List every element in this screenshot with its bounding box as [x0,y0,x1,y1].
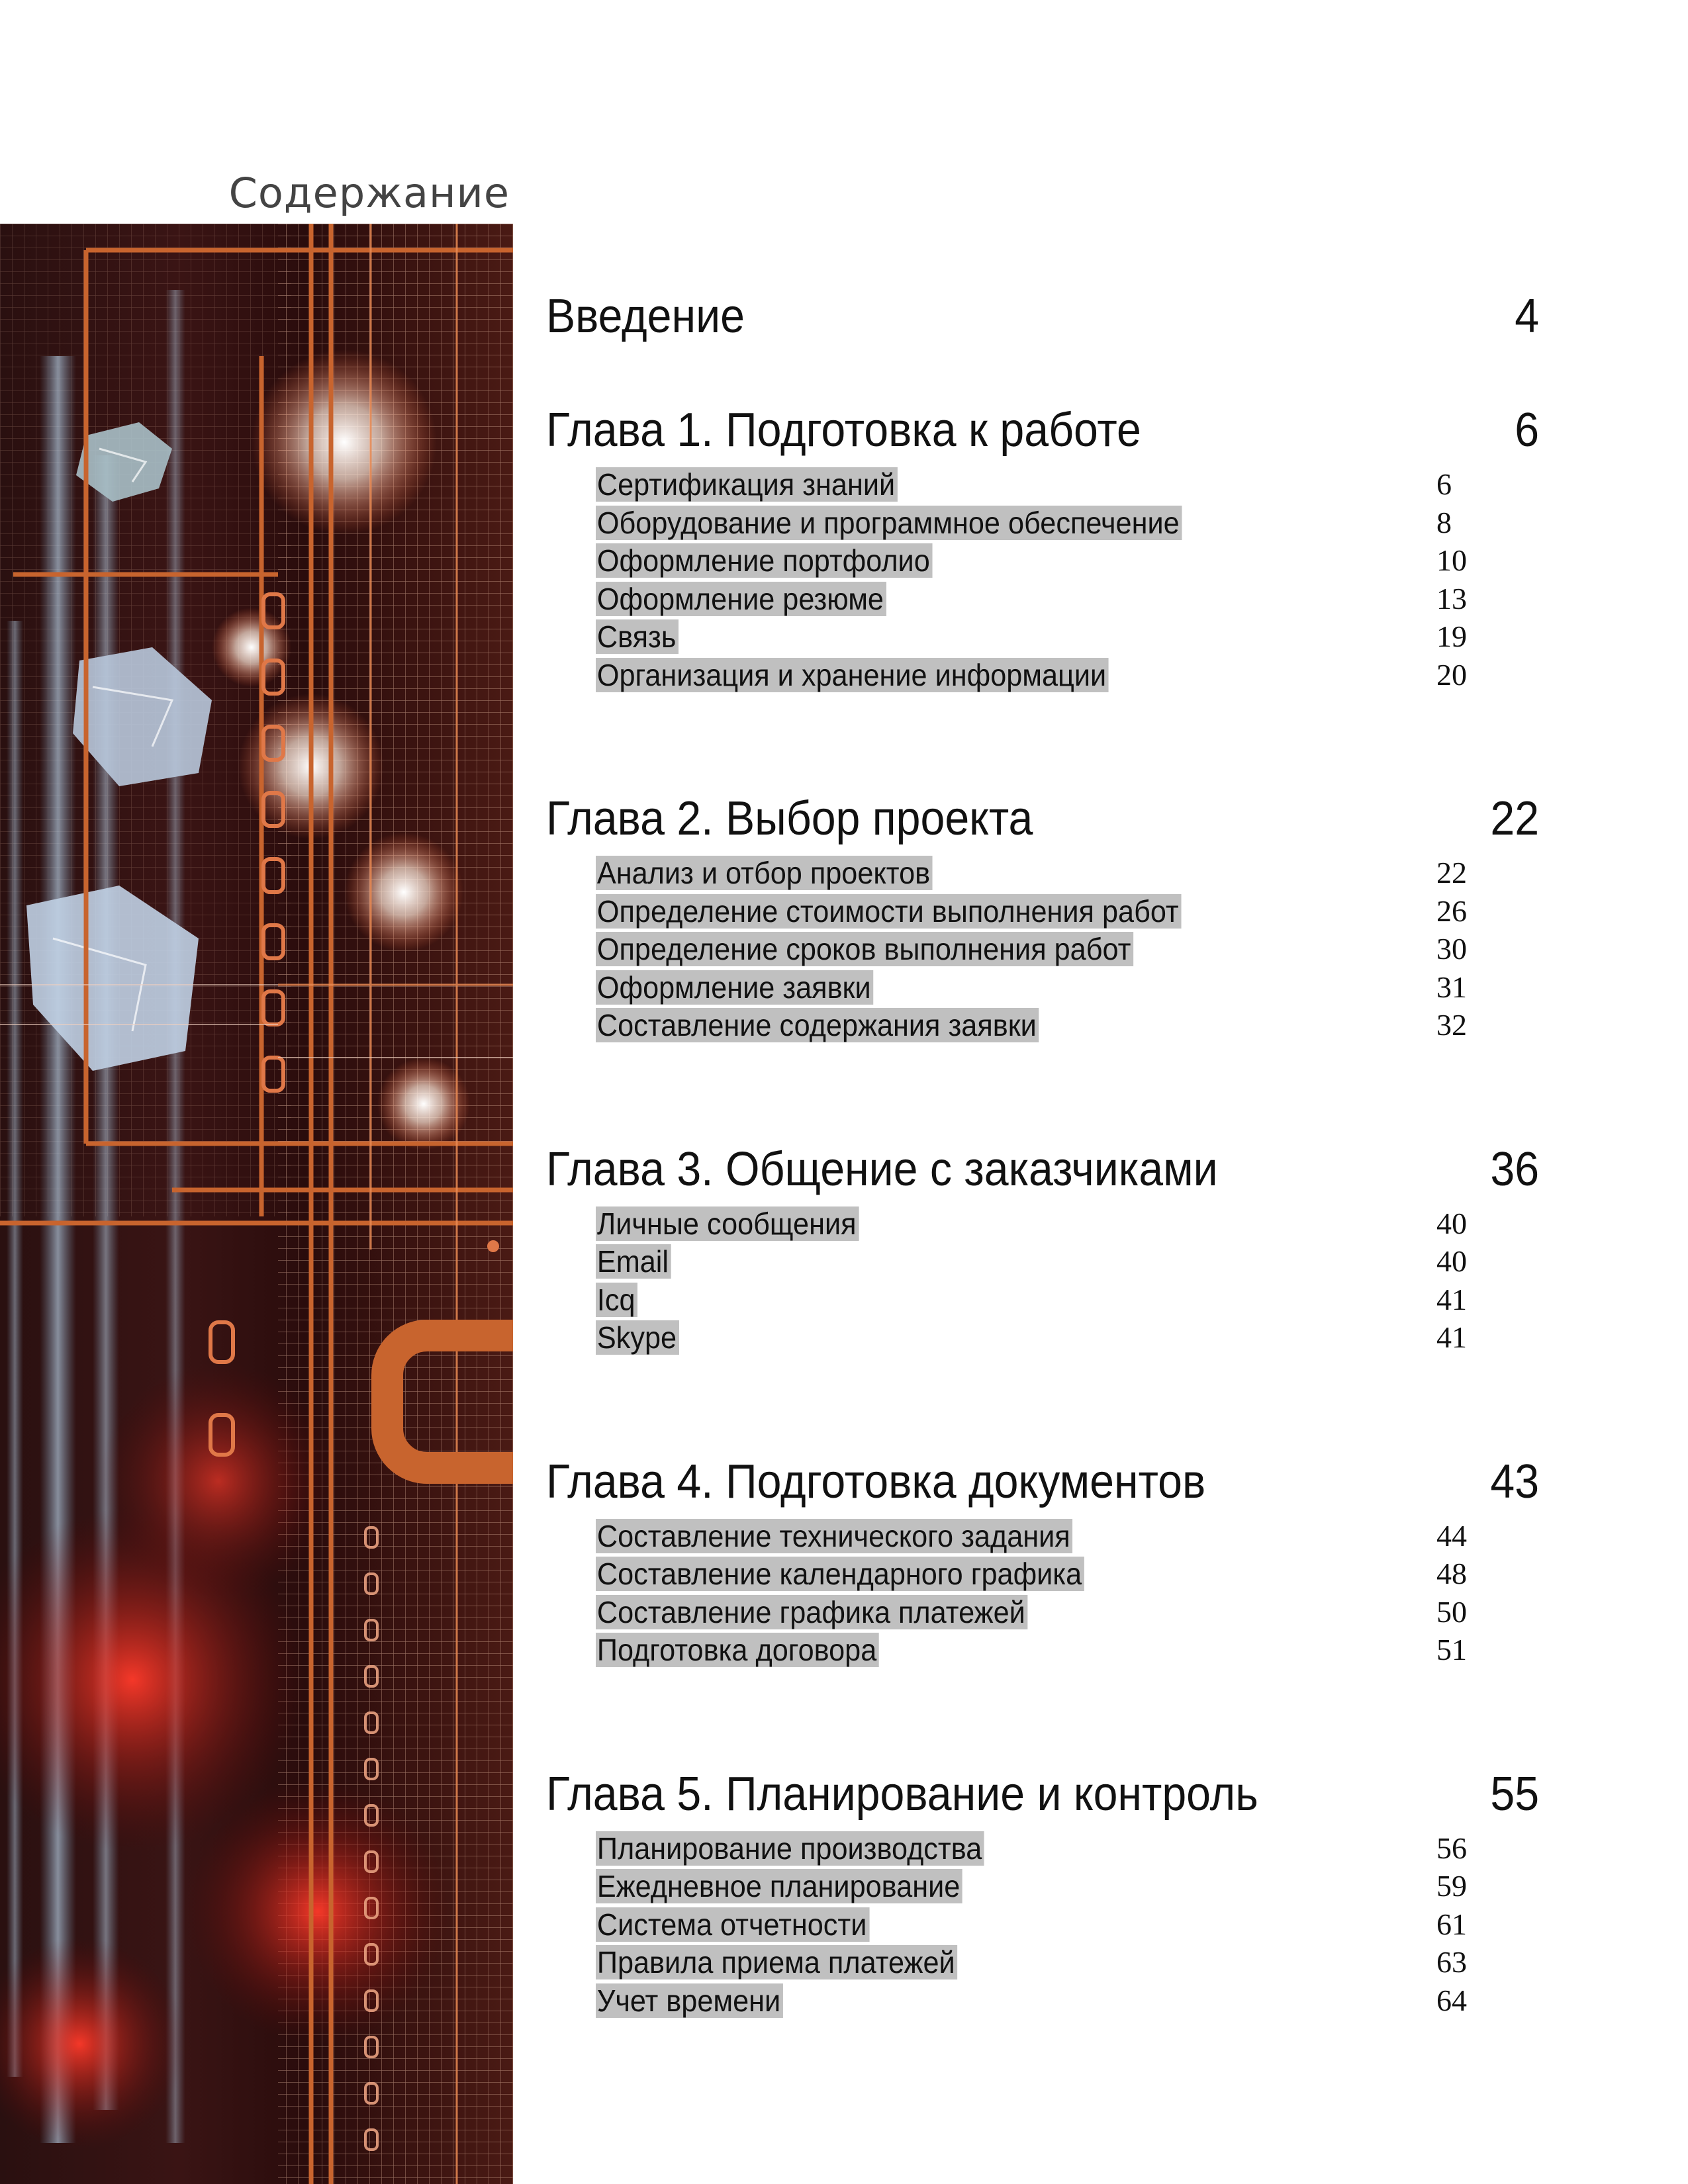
toc-entry[interactable] [546,1630,1579,1668]
toc-entry-page: 63 [1436,1945,1467,1979]
toc-entry-page: 31 [1436,970,1467,1004]
toc-entry[interactable] [546,1981,1579,2019]
toc-entry-page: 56 [1436,1831,1467,1865]
decorative-circuit-image [0,224,513,2184]
toc-entry-label[interactable]: Ежедневное планирование [596,1869,962,1903]
toc-entry-page: 40 [1436,1206,1467,1240]
toc-entry-label[interactable]: Связь [596,619,679,654]
toc-entry-label[interactable]: Личные сообщения [596,1206,859,1241]
toc-entry-label[interactable]: Определение сроков выполнения работ [596,932,1133,966]
toc-entry[interactable] [546,579,1579,617]
toc-entry[interactable] [546,655,1579,694]
toc-entry-page: 64 [1436,1983,1467,2017]
toc-entry-label[interactable]: Составление содержания заявки [596,1008,1039,1042]
toc-entry-page: 22 [1436,856,1467,889]
toc-entry-page: 61 [1436,1907,1467,1941]
toc-entry-page: 51 [1436,1633,1467,1666]
toc-entry-label[interactable]: Оборудование и программное обеспечение [596,506,1182,540]
toc-entry-page: 19 [1436,619,1467,653]
toc-entry[interactable] [546,1280,1579,1318]
chapter-title[interactable]: Глава 4. Подготовка документов [546,1455,1206,1508]
toc-entry-label[interactable]: Подготовка договора [596,1633,879,1667]
toc-entry-page: 59 [1436,1869,1467,1903]
toc-entry-page: 20 [1436,657,1467,692]
toc-entry[interactable] [546,465,1579,503]
toc-entry-label[interactable]: Учет времени [596,1983,783,2018]
toc-entry[interactable] [546,891,1579,930]
toc-entry-label[interactable]: Правила приема платежей [596,1945,957,1979]
toc-chapter-4 [546,1450,1579,1668]
toc-entry[interactable] [546,853,1579,891]
toc-entry-page: 41 [1436,1282,1467,1316]
toc-entry-page: 50 [1436,1594,1467,1629]
toc-entry[interactable] [546,1905,1579,1943]
chapter-title[interactable]: Глава 3. Общение с заказчиками [546,1142,1218,1196]
toc-entry-page: 48 [1436,1557,1467,1590]
toc-entry[interactable] [546,503,1579,541]
chapter-title[interactable]: Введение [546,290,745,343]
toc-chapter-1 [546,398,1579,693]
toc-entry[interactable] [546,1005,1579,1044]
chapter-title[interactable]: Глава 1. Подготовка к работе [546,404,1141,457]
toc-entry[interactable] [546,1242,1579,1280]
toc-entry-label[interactable]: Система отчетности [596,1907,869,1942]
toc-entry-page: 32 [1436,1008,1467,1042]
toc-chapter-2 [546,787,1579,1044]
chapter-page-number: 36 [1490,1142,1539,1196]
toc-chapter-5 [546,1762,1579,2019]
toc-entry[interactable] [546,1866,1579,1905]
toc-entry[interactable] [546,968,1579,1006]
toc-entry[interactable] [546,1554,1579,1592]
toc-entry[interactable] [546,1592,1579,1631]
toc-entry-label[interactable]: Организация и хранение информации [596,658,1109,692]
toc-entry-label[interactable]: Skype [596,1320,679,1355]
toc-entry-page: 13 [1436,581,1467,615]
page-title: Содержание [228,169,510,217]
toc-entry-label[interactable]: Составление календарного графика [596,1557,1084,1591]
toc-entry-page: 8 [1436,505,1452,539]
toc-entry-label[interactable]: Сертификация знаний [596,467,898,502]
toc-entry[interactable] [546,1942,1579,1981]
toc-entry-page: 30 [1436,932,1467,966]
toc-entry-page: 44 [1436,1518,1467,1553]
toc-entry[interactable] [546,1204,1579,1242]
toc-entry-page: 10 [1436,543,1467,577]
toc-entry-label[interactable]: Icq [596,1283,637,1317]
chapter-page-number: 43 [1490,1455,1539,1508]
toc-entry-label[interactable]: Оформление заявки [596,970,873,1005]
toc-entry[interactable] [546,617,1579,655]
toc-entry-label[interactable]: Составление технического задания [596,1519,1072,1553]
chapter-page-number: 55 [1490,1767,1539,1821]
toc-entry[interactable] [546,1829,1579,1867]
chapter-page-number: 4 [1515,290,1539,343]
toc-entry-label[interactable]: Оформление портфолио [596,543,933,578]
toc-entry[interactable] [546,929,1579,968]
toc-entry-page: 40 [1436,1244,1467,1278]
toc-entry-page: 26 [1436,893,1467,928]
toc-entry-label[interactable]: Определение стоимости выполнения работ [596,894,1182,929]
toc-entry[interactable] [546,1318,1579,1356]
toc-entry[interactable] [546,1516,1579,1555]
chapter-page-number: 22 [1490,792,1539,845]
toc-entry-label[interactable]: Составление графика платежей [596,1595,1028,1629]
toc-introduction[interactable] [546,285,1579,351]
toc-entry-label[interactable]: Оформление резюме [596,582,886,616]
toc-chapter-3 [546,1138,1579,1356]
toc-entry-label[interactable]: Планирование производства [596,1831,984,1866]
toc-entry-label[interactable]: Email [596,1244,671,1279]
chapter-page-number: 6 [1515,404,1539,457]
toc-entry[interactable] [546,541,1579,579]
toc-entry-page: 41 [1436,1320,1467,1354]
chapter-title[interactable]: Глава 2. Выбор проекта [546,792,1033,845]
table-of-contents [546,285,1579,2019]
toc-entry-page: 6 [1436,467,1452,501]
toc-entry-label[interactable]: Анализ и отбор проектов [596,856,933,890]
chapter-title[interactable]: Глава 5. Планирование и контроль [546,1767,1258,1821]
